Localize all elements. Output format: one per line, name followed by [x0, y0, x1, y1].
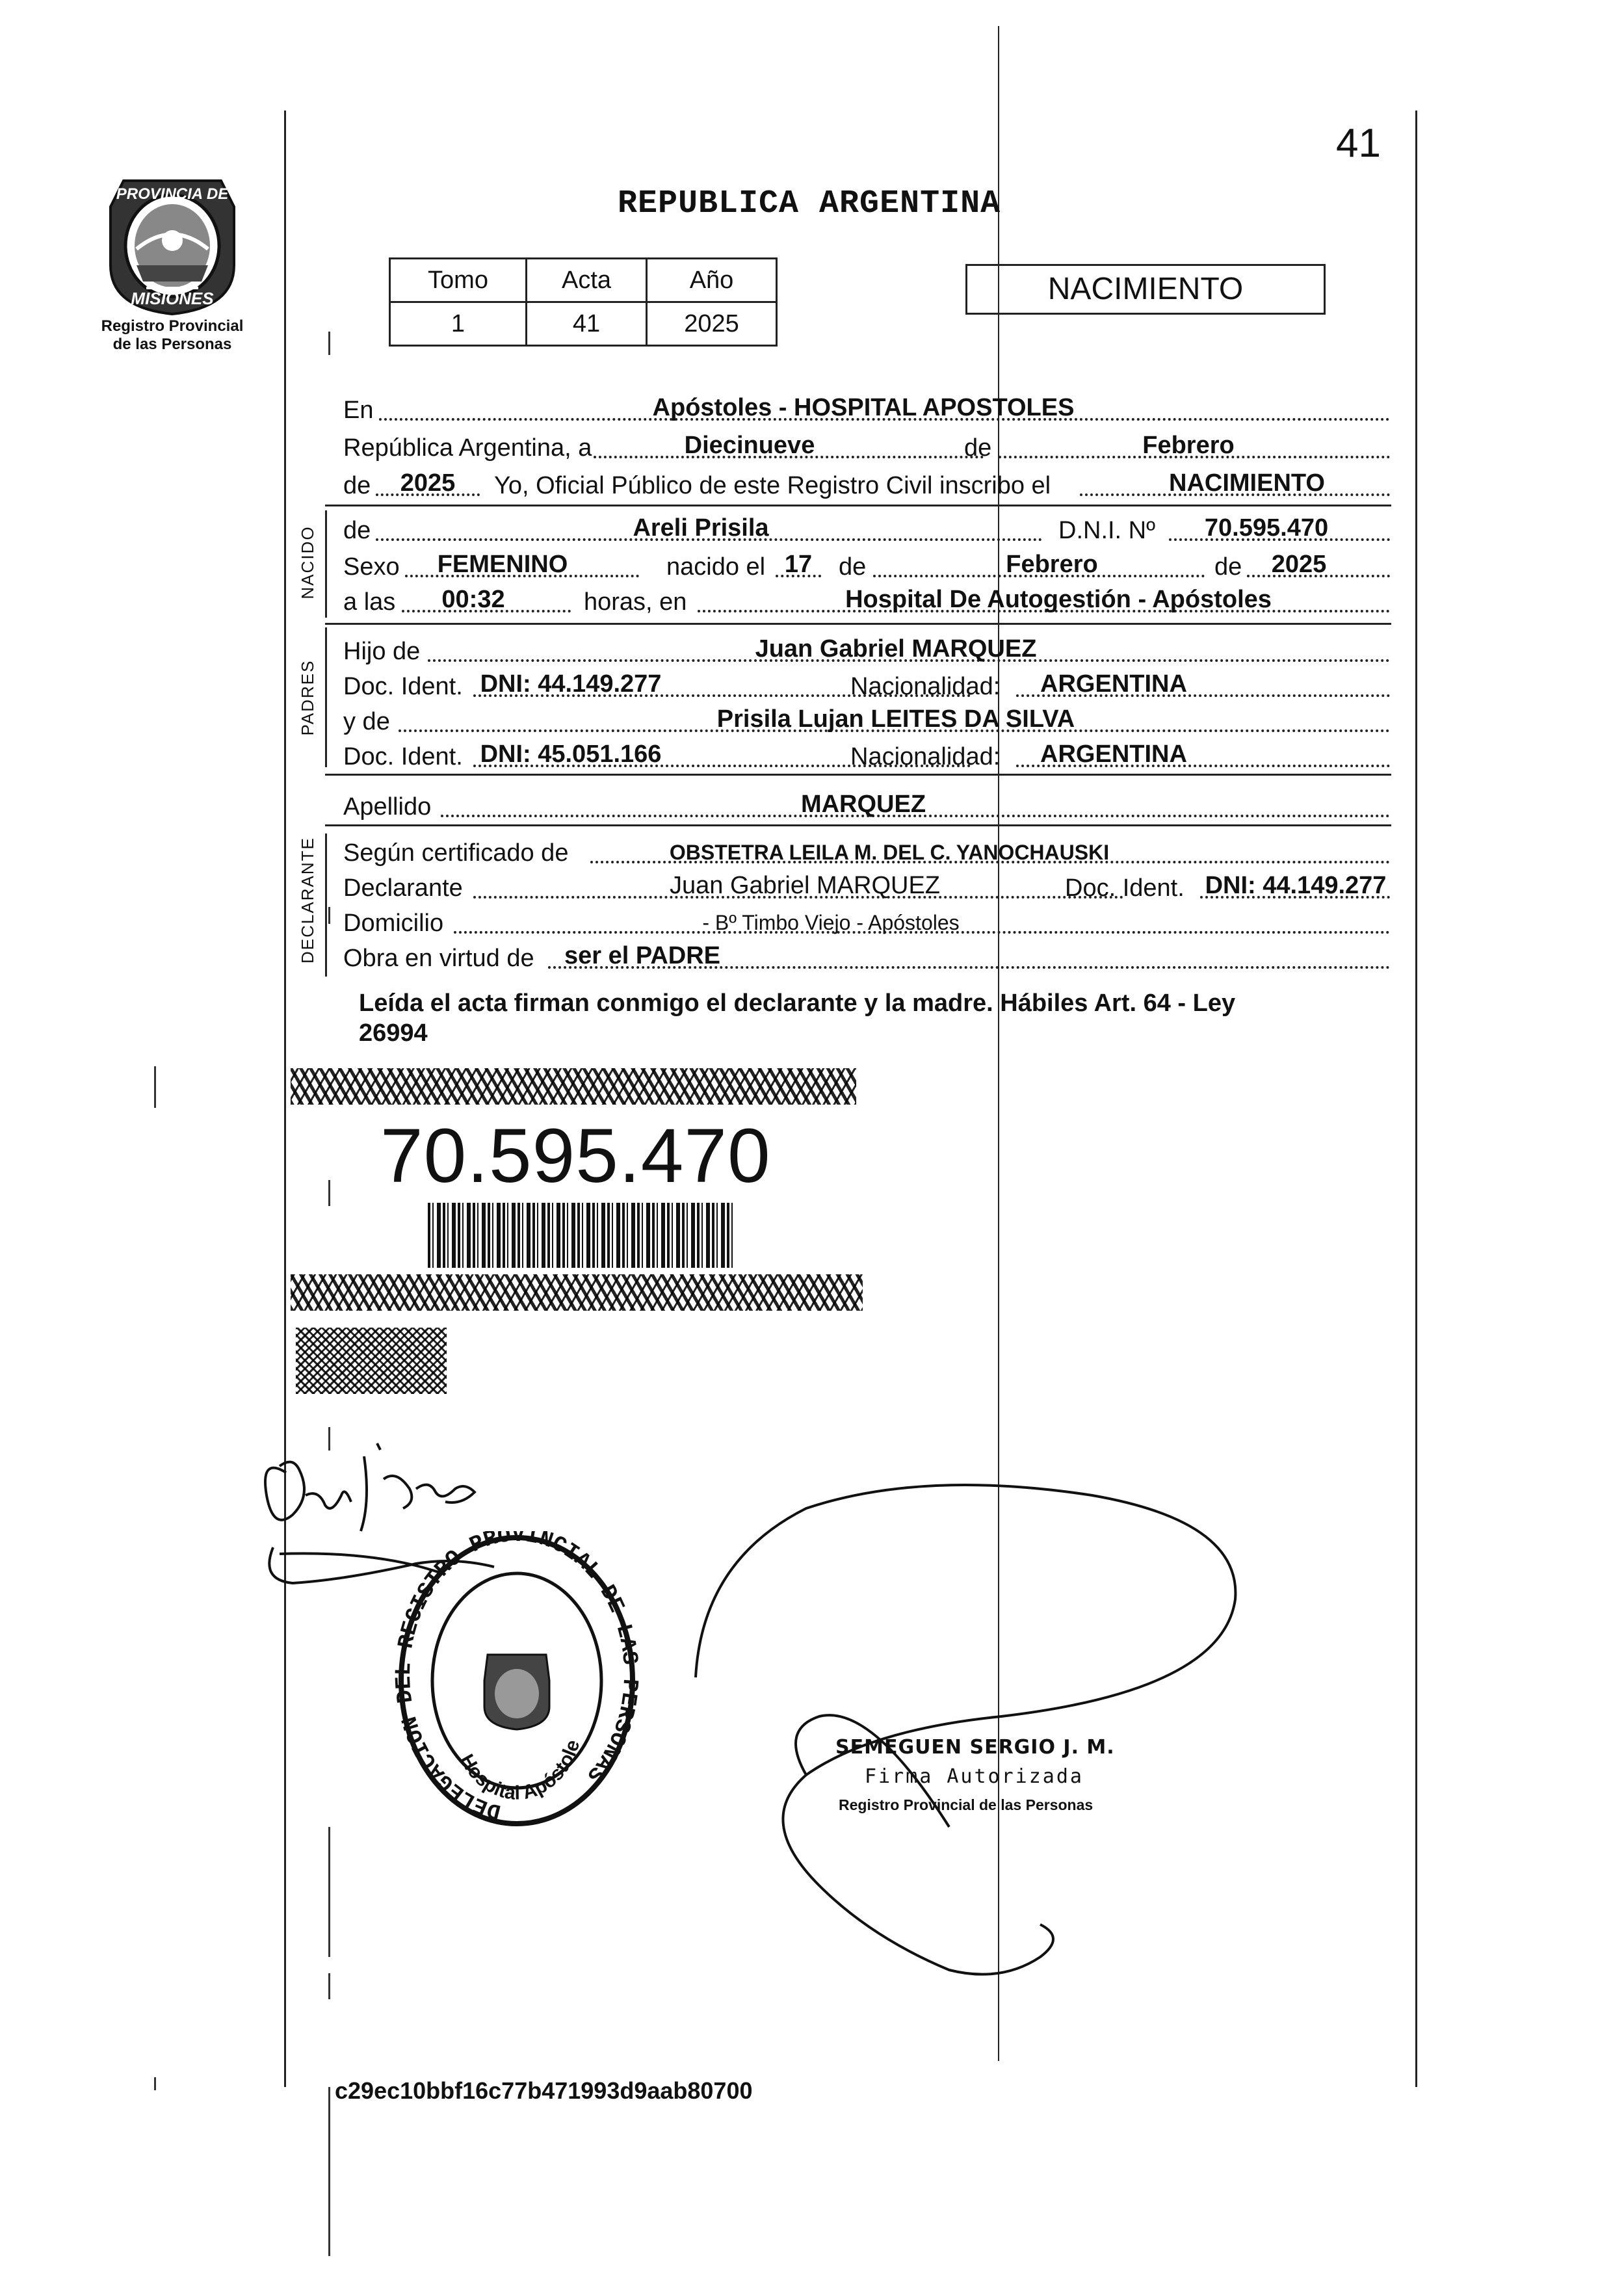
tomo-header: Tomo: [390, 259, 527, 302]
nacido-label: nacido el: [666, 553, 766, 581]
doc-label: Doc. Ident.: [343, 673, 463, 700]
margin-dash: [328, 2087, 330, 2256]
father-name: Juan Gabriel MARQUEZ: [755, 635, 1037, 663]
document-hash: c29ec10bbf16c77b471993d9aab80700: [335, 2077, 753, 2104]
padres-section-label: PADRES: [298, 659, 317, 736]
section-divider: [325, 505, 1391, 506]
row-obra: [343, 941, 1390, 975]
acta-value: 41: [527, 302, 647, 346]
alas-label: a las: [343, 588, 396, 616]
margin-dash: [154, 1066, 156, 1108]
margin-dash: [154, 2077, 156, 2090]
registration-day: Diecinueve: [684, 432, 815, 459]
dni-stamp-number: 70.595.470: [380, 1113, 771, 1199]
document-title: REPUBLICA ARGENTINA: [618, 185, 1001, 222]
horas-label: horas, en: [584, 588, 687, 616]
row-madre: [343, 705, 1390, 739]
logo-caption: [75, 317, 270, 354]
child-dni: 70.595.470: [1204, 514, 1329, 542]
apellido-label: Apellido: [343, 793, 432, 820]
doc-label: Doc. Ident.: [343, 743, 463, 770]
yde-label: y de: [343, 708, 390, 735]
row-nombre: [343, 514, 1390, 547]
official-org: Registro Provincial de las Personas: [839, 1796, 1094, 1813]
logo-ring-text: MISIONES: [131, 289, 214, 308]
section-divider: [325, 824, 1391, 826]
registration-year: 2025: [400, 469, 456, 497]
registration-act: NACIMIENTO: [1169, 469, 1325, 497]
de2-label: de: [343, 472, 371, 499]
declarante-label: Declarante: [343, 874, 463, 902]
row-republica: [343, 431, 1390, 465]
republica-label: República Argentina, a: [343, 434, 592, 462]
row-apellido: [343, 790, 1390, 824]
barcode: [428, 1203, 736, 1268]
row-declarante: [343, 871, 1390, 905]
record-type-box: NACIMIENTO: [965, 264, 1326, 315]
security-band-top: [291, 1068, 856, 1105]
nacido-section-label: NACIDO: [298, 525, 317, 599]
cert-value: OBSTETRA LEILA M. DEL C. YANOCHAUSKI: [669, 841, 1110, 864]
logo-ring-text: PROVINCIA DE: [116, 185, 229, 203]
registration-place: Apóstoles - HOSPITAL APOSTOLES: [652, 394, 1075, 421]
father-nationality: ARGENTINA: [1040, 670, 1187, 698]
cert-label: Según certificado de: [343, 839, 569, 867]
tomo-value: 1: [390, 302, 527, 346]
margin-dash: [328, 1180, 330, 1206]
row-en: [343, 393, 1390, 427]
logo-caption-line2: de las Personas: [112, 335, 232, 353]
dni-label: D.N.I. Nº: [1058, 517, 1155, 544]
child-name: Areli Prisila: [633, 514, 769, 542]
de-label: de: [839, 553, 867, 581]
anio-header: Año: [647, 259, 777, 302]
row-anio: [343, 469, 1390, 503]
page-number: 41: [1336, 121, 1381, 166]
seal-inner-text: Hospital Apóstole: [455, 1737, 584, 1804]
row-hora: [343, 585, 1390, 619]
left-margin-line: [284, 111, 286, 2087]
row-doc-padre: [343, 670, 1390, 703]
official-role: Firma Autorizada: [865, 1765, 1084, 1788]
section-bracket: [325, 627, 327, 767]
domicilio-label: Domicilio: [343, 910, 444, 937]
sexo-label: Sexo: [343, 553, 400, 581]
birth-time: 00:32: [441, 586, 505, 613]
father-doc: DNI: 44.149.277: [480, 670, 662, 698]
section-bracket: [325, 834, 327, 977]
legal-note-line2: 26994: [359, 1019, 428, 1047]
registry-seal: [393, 1531, 640, 1830]
margin-dash: [328, 1827, 330, 1957]
obra-label: Obra en virtud de: [343, 945, 534, 972]
surname-value: MARQUEZ: [800, 791, 926, 818]
mother-name: Prisila Lujan LEITES DA SILVA: [716, 705, 1075, 733]
escudo-misiones-icon: [98, 168, 247, 317]
hijo-label: Hijo de: [343, 638, 421, 665]
seal-outer-text: DELEGACION DEL REGISTRO PROVINCIAL DE LAS PERSONAS: [393, 1531, 640, 1824]
en-label: En: [343, 397, 374, 424]
registration-month: Febrero: [1142, 432, 1235, 459]
row-hijo: [343, 635, 1390, 668]
section-divider: [325, 623, 1391, 625]
declarante-section-label: DECLARANTE: [298, 837, 317, 964]
birth-day: 17: [784, 551, 813, 578]
oficial-text: Yo, Oficial Público de este Registro Civil inscribo el: [494, 472, 1051, 499]
logo-caption-line1: Registro Provincial: [101, 317, 244, 335]
row-sexo: [343, 550, 1390, 584]
row-certificado: [343, 836, 1390, 870]
nacionalidad-label: Nacionalidad:: [850, 743, 1001, 770]
birth-year: 2025: [1271, 551, 1327, 578]
birth-place: Hospital De Autogestión - Apóstoles: [845, 586, 1272, 613]
doc-label: Doc. Ident.: [1065, 874, 1185, 902]
row-doc-madre: [343, 740, 1390, 774]
margin-dash: [328, 907, 330, 924]
section-divider: [325, 774, 1391, 776]
nacionalidad-label: Nacionalidad:: [850, 673, 1001, 700]
mother-nationality: ARGENTINA: [1040, 741, 1187, 768]
child-sex: FEMENINO: [437, 551, 568, 578]
de-label: de: [964, 434, 992, 462]
book-reference-table: [389, 257, 778, 347]
right-margin-line: [1415, 111, 1417, 2087]
declarant-doc: DNI: 44.149.277: [1205, 872, 1387, 899]
de-label: de: [1214, 553, 1242, 581]
row-domicilio: [343, 906, 1390, 940]
acta-header: Acta: [527, 259, 647, 302]
declarant-address: - Bº Timbo Viejo - Apóstoles: [702, 911, 960, 934]
declarant-role: ser el PADRE: [564, 942, 721, 969]
legal-note-line1: Leída el acta firman conmigo el declarante y la madre. Hábiles Art. 64 - Ley: [359, 990, 1236, 1017]
official-name: SEMEGUEN SERGIO J. M.: [835, 1736, 1115, 1759]
birth-month: Febrero: [1006, 551, 1098, 578]
mother-doc: DNI: 45.051.166: [480, 741, 662, 768]
section-bracket: [325, 510, 327, 618]
declarant-name: Juan Gabriel MARQUEZ: [669, 872, 940, 899]
security-band-bottom: [291, 1274, 863, 1311]
margin-dash: [328, 1973, 330, 1999]
margin-dash: [328, 332, 330, 355]
de-label: de: [343, 517, 371, 544]
anio-value: 2025: [647, 302, 777, 346]
legal-note: [359, 988, 1386, 1048]
security-pattern: [296, 1328, 447, 1394]
